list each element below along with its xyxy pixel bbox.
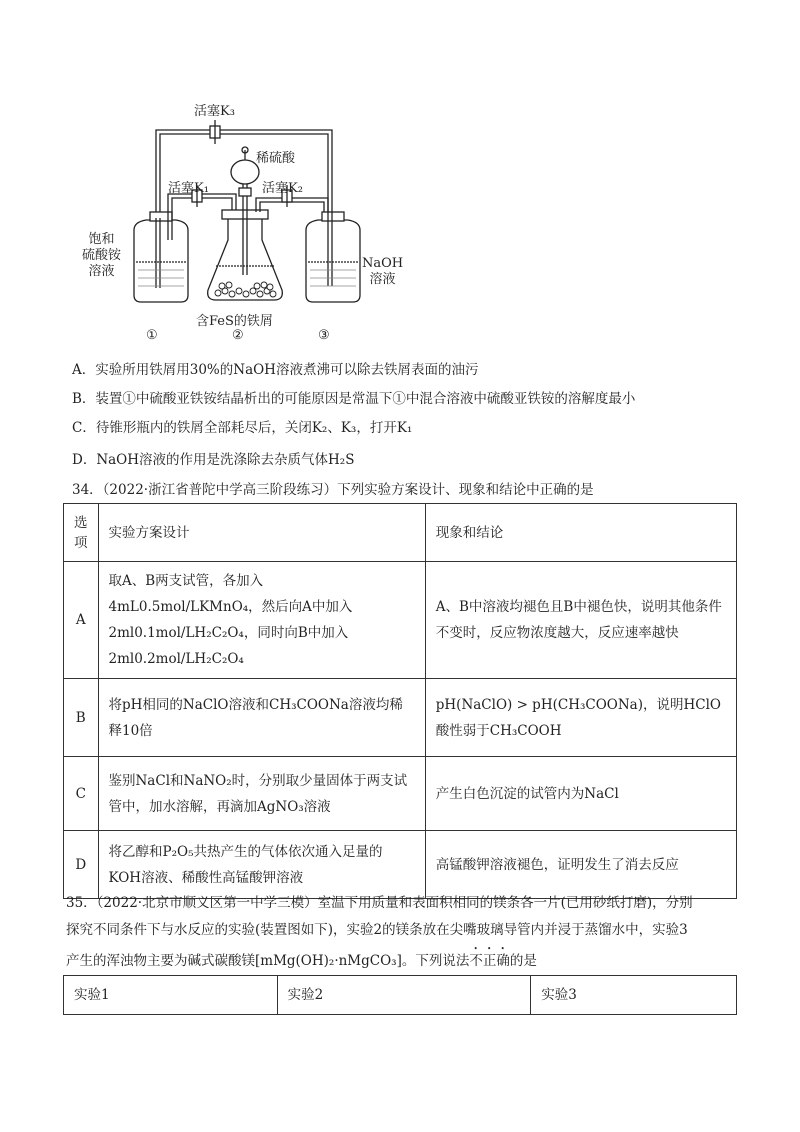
row-option: D xyxy=(64,831,99,899)
question-35-line-1: 35．（2022·北京市顺义区第一中学三模）室温下用质量和表面积相同的镁条各一片(已用砂纸打磨)，分别 xyxy=(66,895,693,911)
question-35-line-3-post: 的是 xyxy=(509,953,537,969)
option-c: C．待锥形瓶内的铁屑全部耗尽后，关闭K₂、K₃，打开K₁ xyxy=(72,420,413,436)
question-35-line-3-pre: 产生的浑浊物主要为碱式碳酸镁[mMg(OH)₂·nMgCO₃]。下列说法 xyxy=(66,953,470,969)
row-result: pH(NaClO) > pH(CH₃COONa)，说明HClO酸性弱于CH₃COOH xyxy=(425,679,736,757)
option-d: D．NaOH溶液的作用是洗涤除去杂质气体H₂S xyxy=(72,452,355,468)
row-option: C xyxy=(64,757,99,831)
label-bottle-1: ① xyxy=(146,328,158,343)
question-35-table xyxy=(63,975,737,1015)
question-35-line-3 xyxy=(66,945,537,969)
table-header-row xyxy=(64,976,737,1015)
row-design: 取A、B两支试管，各加入4mL0.5mol/LKMnO₄，然后向A中加入2ml0.1mol/LH₂C₂O₄，同时向B中加入2ml0.2mol/LH₂C₂O₄ xyxy=(98,562,425,679)
table-row xyxy=(64,562,737,679)
question-34-stem: 34．（2022·浙江省普陀中学高三阶段练习）下列实验方案设计、现象和结论中正确的是 xyxy=(72,482,594,498)
table-row xyxy=(64,679,737,757)
option-b: B．装置①中硫酸亚铁铵结晶析出的可能原因是常温下①中混合溶液中硫酸亚铁铵的溶解度最小 xyxy=(72,391,636,407)
header-result: 现象和结论 xyxy=(425,504,736,562)
label-dilute-sulfuric-acid: 稀硫酸 xyxy=(256,151,296,166)
row-design: 将乙醇和P₂O₅共热产生的气体依次通入足量的KOH溶液、稀酸性高锰酸钾溶液 xyxy=(98,831,425,899)
label-bottle-3: ③ xyxy=(318,328,330,343)
label-flask-2: ② xyxy=(232,328,244,343)
table-row xyxy=(64,831,737,899)
question-34-table xyxy=(63,503,737,899)
emphasis-not-correct: 不正确 xyxy=(469,953,510,969)
label-k3: 活塞K₃ xyxy=(194,104,235,119)
option-a: A．实验所用铁屑用30%的NaOH溶液煮沸可以除去铁屑表面的油污 xyxy=(72,362,479,378)
row-design: 鉴别NaCl和NaNO₂时，分别取少量固体于两支试管中，加水溶解，再滴加AgNO₃溶液 xyxy=(98,757,425,831)
table-header-row xyxy=(64,504,737,562)
row-result: A、B中溶液均褪色且B中褪色快，说明其他条件不变时，反应物浓度越大，反应速率越快 xyxy=(425,562,736,679)
header-experiment-2: 实验2 xyxy=(277,976,531,1015)
label-k1: 活塞K₁ xyxy=(168,181,209,196)
header-experiment-3: 实验3 xyxy=(531,976,737,1015)
label-iron-filings: 含FeS的铁屑 xyxy=(196,314,273,329)
label-right-liquid: NaOH 溶液 xyxy=(362,256,404,287)
row-result: 产生白色沉淀的试管内为NaCl xyxy=(425,757,736,831)
question-35-line-2: 探究不同条件下与水反应的实验(装置图如下)，实验2的镁条放在尖嘴玻璃导管内并浸于蒸馏水中，实验3 xyxy=(66,922,688,938)
table-row xyxy=(64,757,737,831)
label-k2: 活塞K₂ xyxy=(262,181,303,196)
row-option: B xyxy=(64,679,99,757)
row-result: 高锰酸钾溶液褪色，证明发生了消去反应 xyxy=(425,831,736,899)
header-experiment-1: 实验1 xyxy=(64,976,278,1015)
header-design: 实验方案设计 xyxy=(98,504,425,562)
header-option: 选项 xyxy=(64,504,99,562)
row-option: A xyxy=(64,562,99,679)
row-design: 将pH相同的NaClO溶液和CH₃COONa溶液均稀释10倍 xyxy=(98,679,425,757)
label-left-liquid: 饱和 硫酸铵 溶液 xyxy=(82,232,122,279)
